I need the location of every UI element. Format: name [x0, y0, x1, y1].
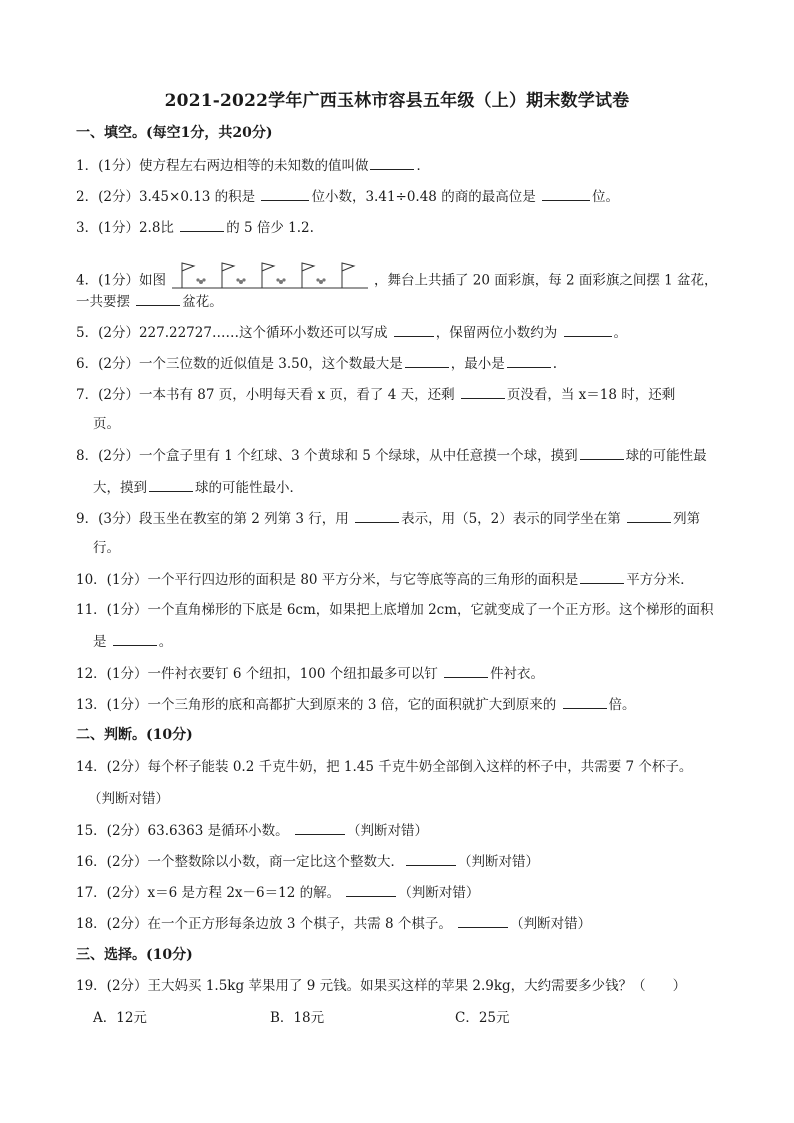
question-15: 15．(2分）63.6363 是循环小数。 （判断对错）: [76, 823, 428, 839]
answer-blank[interactable]: [261, 187, 309, 201]
answer-blank[interactable]: [405, 354, 449, 368]
question-11-cont: 是 。: [93, 634, 173, 650]
question-14-cont: （判断对错）: [88, 791, 169, 807]
question-8-cont: 大，摸到 球的可能性最小．: [93, 480, 303, 496]
answer-blank[interactable]: [580, 446, 624, 460]
question-17: 17．(2分）x＝6 是方程 2x－6＝12 的解。 （判断对错）: [76, 885, 480, 901]
answer-blank[interactable]: [406, 852, 456, 866]
option-a[interactable]: A．12元: [93, 1010, 147, 1026]
section-judge: 二、判断。(10分): [76, 727, 193, 743]
question-9: 9．(3分）段玉坐在教室的第 2 列第 3 行，用 表示，用（5，2）表示的同学坐在第 列第: [76, 511, 701, 527]
answer-blank[interactable]: [542, 187, 590, 201]
answer-blank[interactable]: [394, 323, 434, 337]
answer-blank[interactable]: [461, 385, 505, 399]
question-5: 5．(2分）227.22727……这个循环小数还可以写成 ，保留两位小数约为 。: [76, 325, 628, 341]
question-9-cont: 行。: [93, 540, 120, 556]
option-c[interactable]: C．25元: [455, 1010, 510, 1026]
answer-blank[interactable]: [180, 218, 224, 232]
answer-blank[interactable]: [507, 354, 551, 368]
question-10: 10．(1分）一个平行四边形的面积是 80 平方分米，与它等底等高的三角形的面积是 平方分米．: [76, 572, 694, 588]
question-11: 11．(1分）一个直角梯形的下底是 6cm，如果把上底增加 2cm，它就变成了一个正方形。这个梯形的面积: [76, 602, 714, 618]
question-19: 19．(2分）王大妈买 1.5kg 苹果用了 9 元钱。如果买这样的苹果 2.9kg，大约需要多少钱？（ ）: [76, 978, 687, 994]
question-7-cont: 页。: [93, 416, 120, 432]
question-14: 14．(2分）每个杯子能装 0.2 千克牛奶，把 1.45 千克牛奶全部倒入这样的杯子中，共需要 7 个杯子。: [76, 759, 693, 775]
question-2: 2．(2分）3.45×0.13 的积是 位小数，3.41÷0.48 的商的最高位是 位。: [76, 189, 619, 205]
question-12: 12．(1分）一件衬衣要钉 6 个纽扣，100 个纽扣最多可以钉 件衬衣。: [76, 666, 545, 682]
section-fill-in: 一、填空。(每空1分，共20分): [76, 125, 273, 141]
question-8: 8．(2分）一个盒子里有 1 个红球、3 个黄球和 5 个绿球，从中任意摸一个球，摸到 球的可能性最: [76, 448, 707, 464]
answer-blank[interactable]: [113, 632, 157, 646]
answer-blank[interactable]: [136, 292, 180, 306]
answer-blank[interactable]: [564, 323, 612, 337]
question-6: 6．(2分）一个三位数的近似值是 3.50，这个数最大是 ，最小是 .: [76, 356, 558, 372]
answer-blank[interactable]: [346, 883, 396, 897]
section-choice: 三、选择。(10分): [76, 947, 193, 963]
flags-flowers-illustration: [170, 260, 370, 290]
answer-blank[interactable]: [295, 821, 345, 835]
answer-blank[interactable]: [370, 156, 414, 170]
answer-blank[interactable]: [458, 914, 508, 928]
question-16: 16．(2分）一个整数除以小数，商一定比这个整数大． （判断对错）: [76, 854, 540, 870]
question-13: 13．(1分）一个三角形的底和高都扩大到原来的 3 倍，它的面积就扩大到原来的 倍。: [76, 697, 636, 713]
flags-figure: [170, 260, 370, 290]
question-4: 4．(1分）如图 ，舞台上共插了 20 面彩旗，每 2 面彩旗之间摆 1 盆花，: [76, 266, 718, 296]
answer-blank[interactable]: [627, 509, 671, 523]
answer-blank[interactable]: [149, 478, 193, 492]
option-b[interactable]: B．18元: [270, 1010, 325, 1026]
question-7: 7．(2分）一本书有 87 页，小明每天看 x 页，看了 4 天，还剩 页没看，当 x＝18 时，还剩: [76, 387, 676, 403]
question-1: 1．(1分）使方程左右两边相等的未知数的值叫做 ．: [76, 158, 430, 174]
page-title: 2021-2022学年广西玉林市容县五年级（上）期末数学试卷: [164, 91, 630, 111]
question-18: 18．(2分）在一个正方形每条边放 3 个棋子，共需 8 个棋子。 （判断对错）: [76, 916, 592, 932]
answer-blank[interactable]: [355, 509, 399, 523]
question-3: 3．(1分）2.8比 的 5 倍少 1.2.: [76, 220, 314, 236]
question-4-cont: 一共要摆 盆花。: [76, 294, 223, 310]
answer-blank[interactable]: [444, 664, 488, 678]
answer-blank[interactable]: [563, 695, 607, 709]
answer-blank[interactable]: [580, 570, 624, 584]
